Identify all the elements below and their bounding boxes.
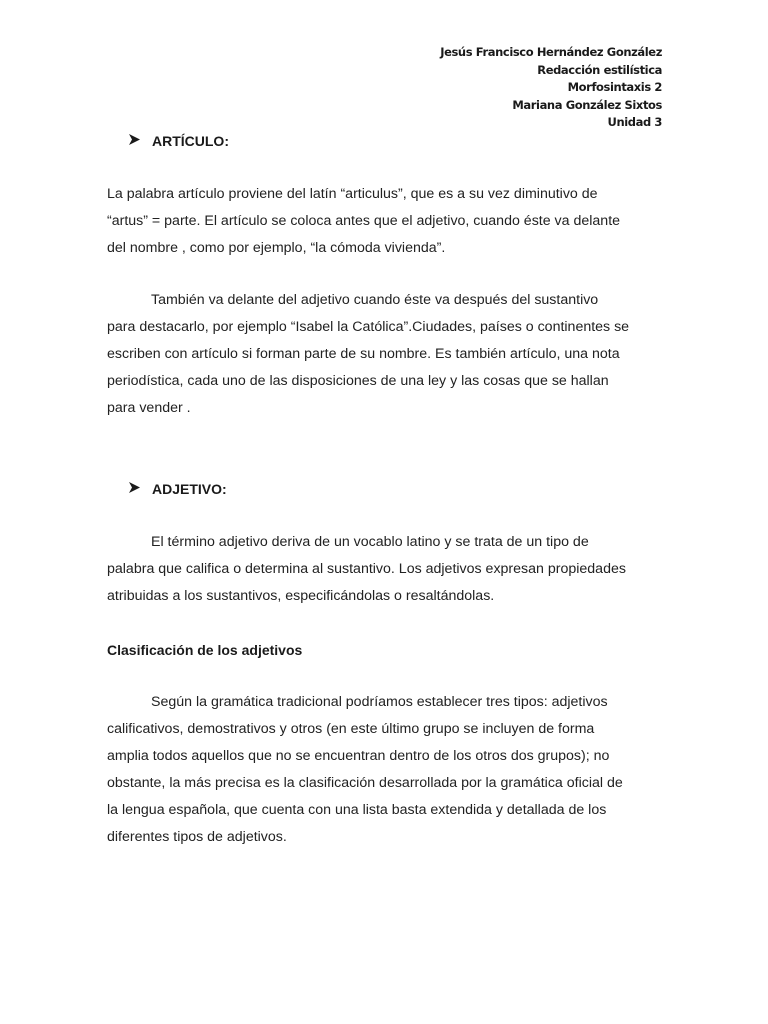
text-line: palabra que califica o determina al sustantivo. Los adjetivos expresan propiedades [107, 561, 626, 577]
header-teacher: Mariana González Sixtos [512, 97, 662, 112]
heading-text: ADJETIVO: [152, 481, 227, 497]
heading-text: ARTÍCULO: [152, 133, 229, 149]
section-heading-articulo [128, 133, 229, 149]
text-line: para vender . [107, 400, 191, 416]
header-author: Jesús Francisco Hernández González [440, 45, 662, 59]
text-line: escriben con artículo si forman parte de su nombre. Es también artículo, una nota [107, 346, 620, 362]
text-line: La palabra artículo proviene del latín “articulus”, que es a su vez diminutivo de [107, 186, 598, 202]
text-line: atribuidas a los sustantivos, especificándolas o resaltándolas. [107, 588, 495, 604]
text-line: periodística, cada uno de las disposiciones de una ley y las cosas que se hallan [107, 373, 609, 389]
paragraph-adjetivo-1 [107, 529, 667, 610]
arrowhead-bullet-icon [128, 133, 142, 149]
header-course: Redacción estilística [537, 62, 662, 77]
text-line: del nombre , como por ejemplo, “la cómoda vivienda”. [107, 240, 446, 256]
document-header [440, 44, 662, 132]
text-line: calificativos, demostrativos y otros (en este último grupo se incluyen de forma [107, 721, 595, 737]
paragraph-articulo-1 [107, 181, 667, 262]
text-line: obstante, la más precisa es la clasificación desarrollada por la gramática oficial de [107, 775, 623, 791]
header-unit: Unidad 3 [607, 115, 662, 129]
arrowhead-bullet-icon [128, 481, 142, 497]
text-line: “artus” = parte. El artículo se coloca antes que el adjetivo, cuando éste va delante [107, 213, 621, 229]
text-line: El término adjetivo deriva de un vocablo latino y se trata de un tipo de [151, 534, 589, 550]
subheading-clasificacion: Clasificación de los adjetivos [107, 642, 303, 658]
text-line: amplia todos aquellos que no se encuentran dentro de los otros dos grupos); no [107, 748, 610, 764]
text-line: Según la gramática tradicional podríamos establecer tres tipos: adjetivos [151, 694, 608, 710]
header-topic: Morfosintaxis 2 [567, 80, 662, 94]
paragraph-articulo-2 [107, 287, 667, 422]
section-heading-adjetivo [128, 481, 227, 497]
text-line: para destacarlo, por ejemplo “Isabel la Católica”.Ciudades, países o continentes se [107, 319, 630, 335]
text-line: diferentes tipos de adjetivos. [107, 829, 287, 845]
paragraph-adjetivo-2 [107, 689, 667, 851]
text-line: la lengua española, que cuenta con una lista basta extendida y detallada de los [107, 802, 607, 818]
text-line: También va delante del adjetivo cuando éste va después del sustantivo [151, 292, 599, 308]
